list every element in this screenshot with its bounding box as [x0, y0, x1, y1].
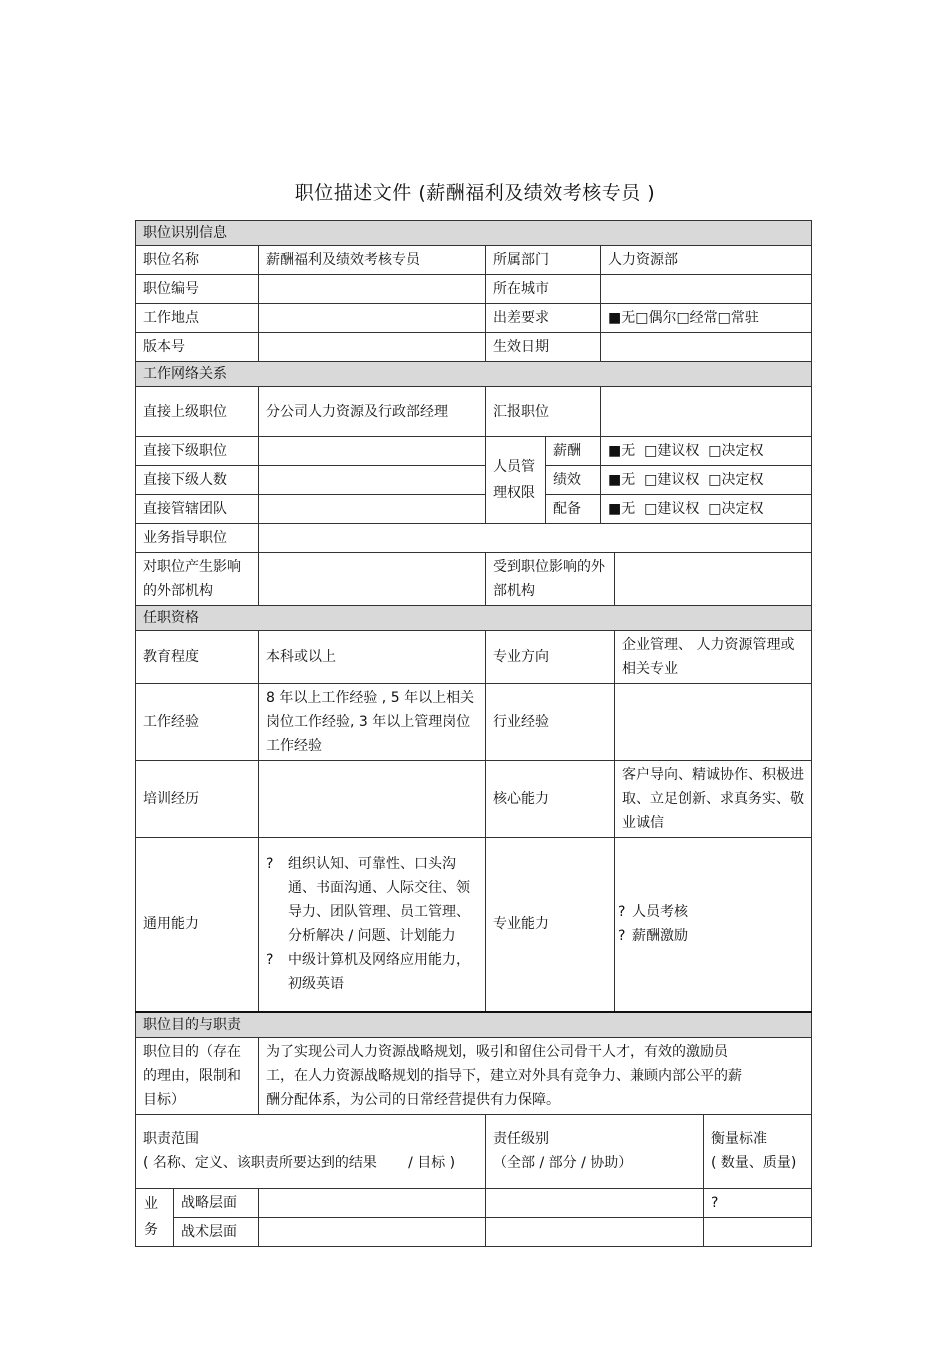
list-item: ? 中级计算机及网络应用能力，初级英语: [266, 948, 478, 996]
value-cell: [259, 524, 812, 553]
label-cell: 直接下级人数: [136, 466, 259, 495]
label-cell: 受到职位影响的外部机构: [486, 553, 615, 606]
travel-options: ■无□偶尔□经常□常驻: [601, 304, 812, 333]
value-cell: [259, 304, 486, 333]
authority-label: 人员管理权限: [486, 437, 546, 524]
section-title: 工作网络关系: [136, 362, 812, 387]
authority-options: ■无 □建议权 □决定权: [601, 466, 812, 495]
value-cell: [259, 761, 486, 838]
value-cell: [486, 1188, 704, 1217]
scope-header: [136, 1114, 486, 1188]
label-cell: 所在城市: [486, 275, 601, 304]
label-cell: 直接上级职位: [136, 387, 259, 437]
label-cell: 工作经验: [136, 684, 259, 761]
label-cell: 通用能力: [136, 838, 259, 1012]
value-cell: [601, 387, 812, 437]
value-cell: [601, 333, 812, 362]
label-cell: 职位目的（存在的理由，限制和目标）: [136, 1037, 259, 1114]
measure-cell: [704, 1217, 812, 1246]
value-cell: [615, 684, 812, 761]
label-cell: 核心能力: [486, 761, 615, 838]
label-cell: 教育程度: [136, 631, 259, 684]
label-cell: 生效日期: [486, 333, 601, 362]
value-cell: 8 年以上工作经验 , 5 年以上相关岗位工作经验, 3 年以上管理岗位工作经验: [259, 684, 486, 761]
label-cell: 配备: [546, 495, 601, 524]
value-cell: [486, 1217, 704, 1246]
label-cell: 对职位产生影响的外部机构: [136, 553, 259, 606]
section-title: 任职资格: [136, 606, 812, 631]
value-cell: [259, 437, 486, 466]
value-cell: 客户导向、精诚协作、积极进取、立足创新、求真务实、敬业诚信: [615, 761, 812, 838]
document-title: 职位描述文件 (薪酬福利及绩效考核专员 ): [294, 182, 656, 204]
label-cell: 战略层面: [174, 1188, 259, 1217]
label-cell: 直接管辖团队: [136, 495, 259, 524]
level-sub: （全部 / 部分 / 协助）: [493, 1155, 633, 1171]
measure-header: [704, 1114, 812, 1188]
value-cell: [259, 275, 486, 304]
section-title: 职位目的与职责: [136, 1012, 812, 1038]
label-cell: 职位编号: [136, 275, 259, 304]
value-cell: 企业管理、 人力资源管理或相关专业: [615, 631, 812, 684]
section-network: [136, 362, 812, 387]
value-cell: [615, 553, 812, 606]
authority-options: ■无 □建议权 □决定权: [601, 437, 812, 466]
measure-label: 衡量标准: [711, 1131, 767, 1147]
measure-sub: ( 数量、质量): [711, 1155, 797, 1171]
value-cell: [259, 466, 486, 495]
section-title: 职位识别信息: [136, 221, 812, 246]
list-item: ? 人员考核: [618, 900, 804, 924]
label-cell: 培训经历: [136, 761, 259, 838]
label-cell: 行业经验: [486, 684, 615, 761]
label-cell: 绩效: [546, 466, 601, 495]
value-cell: 本科或以上: [259, 631, 486, 684]
job-description-table: [135, 220, 812, 1247]
label-cell: 薪酬: [546, 437, 601, 466]
label-cell: 所属部门: [486, 246, 601, 275]
label-cell: 出差要求: [486, 304, 601, 333]
measure-cell: ?: [704, 1188, 812, 1217]
label-cell: 专业方向: [486, 631, 615, 684]
value-cell: [259, 333, 486, 362]
label-cell: 直接下级职位: [136, 437, 259, 466]
label-cell: 工作地点: [136, 304, 259, 333]
value-cell: [601, 275, 812, 304]
label-cell: 业务指导职位: [136, 524, 259, 553]
label-cell: 汇报职位: [486, 387, 601, 437]
section-qualification: [136, 606, 812, 631]
value-cell: [259, 1217, 486, 1246]
value-cell: [259, 553, 486, 606]
level-label: 责任级别: [493, 1131, 549, 1147]
value-cell: 薪酬福利及绩效考核专员: [259, 246, 486, 275]
value-cell: [259, 1188, 486, 1217]
authority-options: ■无 □建议权 □决定权: [601, 495, 812, 524]
list-item: ? 组织认知、可靠性、口头沟通、书面沟通、人际交往、领导力、团队管理、员工管理、分析解决 / 问题、计划能力: [266, 852, 478, 948]
section-purpose: [136, 1012, 812, 1038]
label-cell: 专业能力: [486, 838, 615, 1012]
purpose-text: 为了实现公司人力资源战略规划，吸引和留住公司骨干人才，有效的激励员工，在人力资源战略规划的指导下，建立对外具有竞争力、兼顾内部公平的薪酬分配体系，为公司的日常经营提供有力保障。: [259, 1037, 812, 1114]
label-cell: 战术层面: [174, 1217, 259, 1246]
level-header: [486, 1114, 704, 1188]
business-label: 业务: [136, 1188, 174, 1246]
scope-label: 职责范围: [143, 1131, 199, 1147]
pro-ability-list: [615, 838, 812, 1012]
value-cell: [259, 495, 486, 524]
value-cell: 人力资源部: [601, 246, 812, 275]
label-cell: 版本号: [136, 333, 259, 362]
label-cell: 职位名称: [136, 246, 259, 275]
section-id-info: [136, 221, 812, 246]
scope-sub: ( 名称、定义、该职责所要达到的结果 / 目标 ): [143, 1155, 456, 1171]
value-cell: 分公司人力资源及行政部经理: [259, 387, 486, 437]
general-ability-list: [259, 838, 486, 1012]
list-item: ? 薪酬激励: [618, 924, 804, 948]
